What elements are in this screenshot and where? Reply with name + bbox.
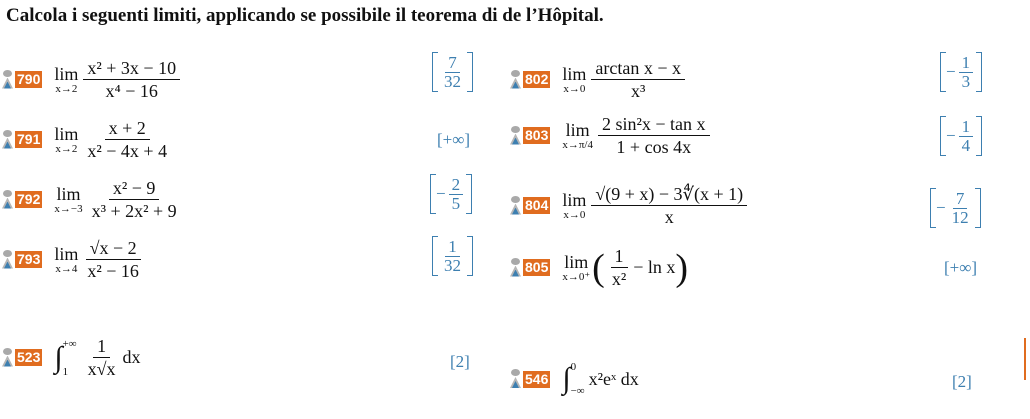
left-paren: (	[592, 246, 605, 289]
level-icon	[510, 256, 522, 280]
limit-subscript: x→2	[55, 82, 78, 95]
limit-subscript: x→4	[55, 262, 78, 275]
level-icon	[2, 188, 14, 212]
integral-sign: ∫	[562, 362, 571, 395]
right-paren: )	[675, 246, 689, 289]
answer-802	[940, 52, 982, 92]
limit-expression	[562, 58, 688, 101]
lim-label: lim	[56, 183, 81, 204]
numerator: arctan x − x	[591, 58, 685, 80]
limit-subscript: x→0	[563, 82, 586, 95]
answer-numerator: 2	[449, 176, 464, 195]
level-icon	[2, 346, 14, 370]
exercise-badge	[2, 188, 42, 212]
integral-upper: 0	[570, 361, 577, 373]
answer-numerator: 1	[445, 238, 460, 257]
integral-sign: ∫	[54, 340, 63, 374]
exercise-number: 791	[17, 131, 41, 147]
exercise-523	[2, 336, 141, 379]
limit-expression	[562, 184, 750, 227]
numerator: 1	[611, 246, 628, 268]
exercise-number: 546	[525, 370, 549, 387]
answer-sign: −	[936, 198, 946, 217]
exercise-546	[510, 360, 639, 398]
answer-denominator: 12	[951, 207, 969, 227]
answer-numerator: 7	[445, 54, 460, 73]
denominator: 1 + cos 4x	[616, 137, 692, 157]
page-title: Calcola i seguenti limiti, applicando se possibile il teorema di de l’Hôpital.	[6, 5, 604, 26]
answer-546: [2]	[952, 372, 972, 391]
differential: dx	[122, 347, 141, 367]
exercise-badge	[510, 68, 550, 92]
answer-numerator: 7	[953, 190, 968, 209]
numerator: 1	[93, 336, 110, 358]
level-icon	[2, 128, 14, 152]
exercise-793	[2, 238, 146, 281]
numerator: x + 2	[105, 118, 150, 140]
exercise-badge	[510, 194, 550, 218]
level-icon	[510, 194, 522, 218]
level-icon	[510, 124, 522, 148]
exercise-badge	[510, 256, 550, 280]
exercise-802	[510, 58, 688, 101]
exercise-804	[510, 184, 750, 227]
lim-label: lim	[54, 123, 79, 144]
answer-denominator: 32	[444, 255, 461, 275]
answer-numerator: 1	[959, 54, 974, 73]
limit-expression	[54, 58, 183, 101]
exercise-790	[2, 58, 183, 101]
exercise-badge	[510, 367, 550, 391]
exercise-number: 523	[17, 349, 41, 365]
limit-subscript: x→0	[563, 208, 586, 221]
exercise-number: 803	[525, 127, 549, 143]
answer-denominator: 3	[961, 71, 971, 91]
answer-denominator: 4	[961, 135, 971, 155]
answer-numerator: 1	[959, 118, 974, 137]
denominator: x² − 16	[87, 261, 139, 281]
answer-793	[432, 236, 473, 276]
answer-sign: −	[946, 62, 956, 81]
level-icon	[2, 248, 14, 272]
limit-expression	[562, 114, 712, 157]
limit-expression	[562, 246, 688, 289]
denominator: x³	[630, 81, 646, 101]
lim-label: lim	[54, 63, 79, 84]
answer-denominator: 5	[451, 193, 461, 213]
answer-804	[930, 188, 981, 228]
limit-expression	[54, 238, 146, 281]
integral-upper: +∞	[62, 337, 77, 350]
answer-denominator: 32	[444, 71, 461, 91]
denominator: x³ + 2x² + 9	[91, 201, 177, 221]
exercise-792	[2, 178, 184, 221]
exercise-805	[510, 246, 688, 289]
exercise-number: 792	[17, 191, 41, 207]
answer-803	[940, 116, 982, 156]
answer-sign: −	[436, 184, 446, 203]
exercise-791	[2, 118, 174, 161]
exercise-number: 793	[17, 251, 41, 267]
numerator: √x − 2	[86, 238, 141, 260]
level-icon	[2, 68, 14, 92]
numerator: 2 sin²x − tan x	[598, 114, 710, 136]
answer-790	[432, 52, 473, 92]
denominator: x√x	[87, 359, 116, 379]
denominator: x⁴ − 16	[105, 81, 158, 101]
integral-lower: 1	[62, 365, 69, 378]
numerator: x² + 3x − 10	[83, 58, 180, 80]
answer-792	[430, 174, 472, 214]
answer-523: [2]	[450, 352, 470, 371]
expression-tail: − ln x	[633, 257, 676, 277]
exercise-number: 804	[525, 197, 549, 213]
limit-subscript: x→2	[55, 142, 78, 155]
limit-expression	[54, 178, 183, 221]
denominator: x	[664, 207, 674, 227]
lim-label: lim	[54, 243, 79, 264]
level-icon	[510, 367, 522, 391]
lim-label: lim	[564, 251, 589, 272]
exercise-badge	[2, 128, 42, 152]
numerator: √(9 + x) − 3∜(x + 1)	[591, 184, 747, 206]
answer-791: [+∞]	[437, 130, 471, 149]
exercise-badge	[510, 124, 550, 148]
integral-expression	[54, 336, 140, 379]
limit-subscript: x→−3	[54, 202, 83, 215]
exercise-badge	[2, 68, 42, 92]
limit-subscript: x→π/4	[562, 138, 593, 151]
limit-expression	[54, 118, 174, 161]
exercise-number: 802	[525, 71, 549, 87]
integral-expression	[562, 360, 638, 398]
lim-label: lim	[562, 189, 587, 210]
lim-label: lim	[565, 119, 590, 140]
numerator: x² − 9	[109, 178, 160, 200]
denominator: x² − 4x + 4	[87, 141, 168, 161]
page-edge-marker	[1024, 338, 1026, 380]
answer-sign: −	[946, 126, 956, 145]
lim-label: lim	[562, 63, 587, 84]
exercise-badge	[2, 248, 42, 272]
limit-subscript: x→0⁺	[562, 270, 591, 283]
exercise-number: 790	[17, 71, 41, 87]
exercise-number: 805	[525, 259, 549, 275]
denominator: x²	[611, 269, 627, 289]
integrand: x²eˣ dx	[588, 368, 639, 389]
integral-lower: −∞	[570, 385, 585, 397]
level-icon	[510, 68, 522, 92]
exercise-badge	[2, 346, 42, 370]
answer-805: [+∞]	[944, 258, 978, 277]
exercise-803	[510, 114, 713, 157]
